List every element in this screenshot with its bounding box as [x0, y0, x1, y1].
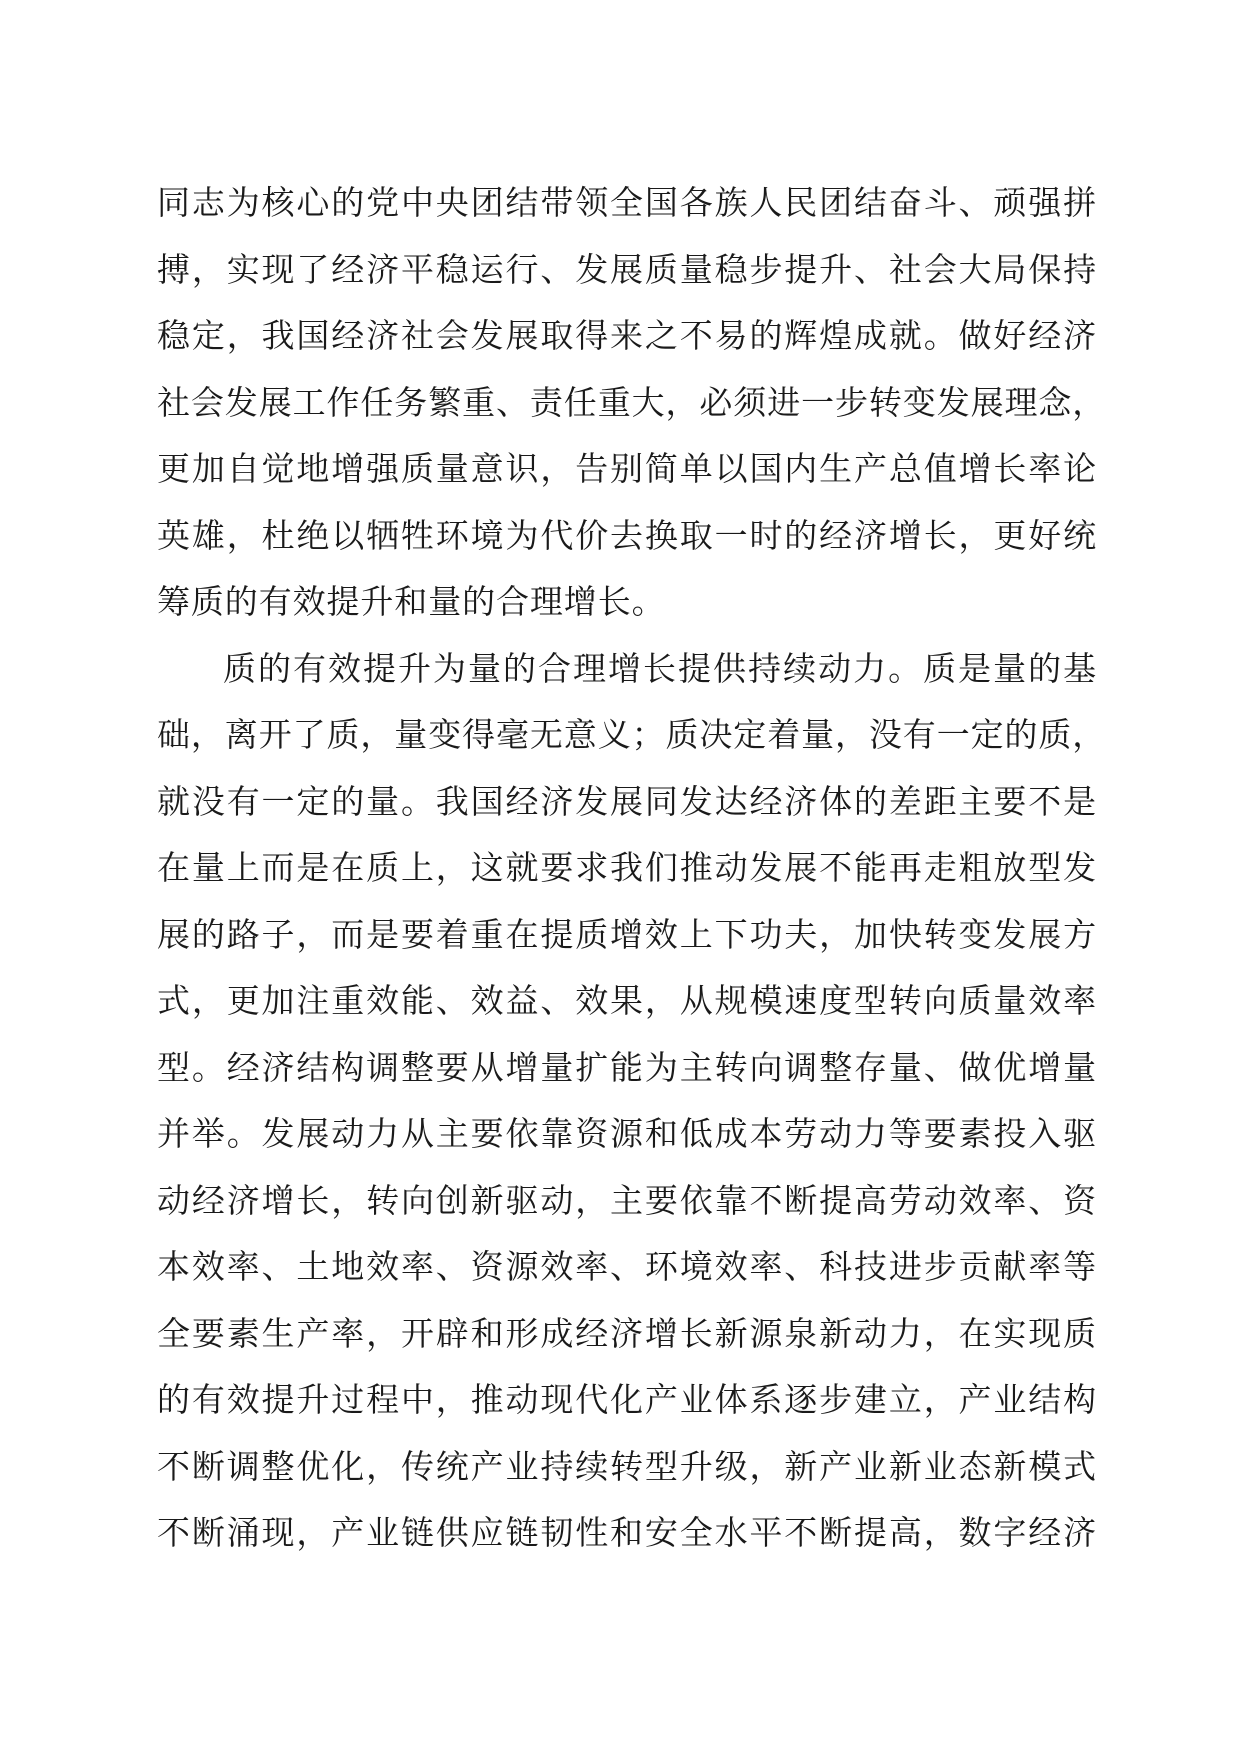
paragraph-2-line-9: 动经济增长，转向创新驱动，主要依靠不断提高劳动效率、资 — [157, 1180, 1097, 1220]
paragraph-1-line-5: 更加自觉地增强质量意识，告别简单以国内生产总值增长率论 — [157, 449, 1097, 488]
paragraph-2-line-4: 在量上而是在质上，这就要求我们推动发展不能再走粗放型发 — [157, 848, 1097, 887]
paragraph-1-line-2: 搏，实现了经济平稳运行、发展质量稳步提升、社会大局保持 — [157, 249, 1097, 289]
paragraph-1-line-7: 筹质的有效提升和量的合理增长。 — [157, 582, 666, 621]
paragraph-2-line-2: 础，离开了质，量变得毫无意义；质决定着量，没有一定的质， — [157, 715, 1107, 754]
paragraph-2-line-8: 并举。发展动力从主要依靠资源和低成本劳动力等要素投入驱 — [157, 1114, 1097, 1153]
paragraph-2-line-12: 的有效提升过程中，推动现代化产业体系逐步建立，产业结构 — [157, 1380, 1097, 1419]
paragraph-2-line-13: 不断调整优化，传统产业持续转型升级，新产业新业态新模式 — [157, 1446, 1097, 1486]
paragraph-2-line-5: 展的路子，而是要着重在提质增效上下功夫，加快转变发展方 — [157, 914, 1097, 954]
paragraph-1-line-3: 稳定，我国经济社会发展取得来之不易的辉煌成就。做好经济 — [157, 316, 1097, 355]
paragraph-2-line-14: 不断涌现，产业链供应链韧性和安全水平不断提高，数字经济 — [157, 1513, 1097, 1552]
paragraph-1-line-4: 社会发展工作任务繁重、责任重大，必须进一步转变发展理念， — [157, 382, 1107, 422]
paragraph-2-line-6: 式，更加注重效能、效益、效果，从规模速度型转向质量效率 — [157, 981, 1097, 1020]
paragraph-2-line-1: 质的有效提升为量的合理增长提供持续动力。质是量的基 — [223, 648, 1097, 688]
paragraph-2-line-7: 型。经济结构调整要从增量扩能为主转向调整存量、做优增量 — [157, 1047, 1097, 1087]
paragraph-2-line-11: 全要素生产率，开辟和形成经济增长新源泉新动力，在实现质 — [157, 1313, 1097, 1353]
paragraph-2-line-3: 就没有一定的量。我国经济发展同发达经济体的差距主要不是 — [157, 781, 1097, 821]
paragraph-1-line-6: 英雄，杜绝以牺牲环境为代价去换取一时的经济增长，更好统 — [157, 515, 1097, 555]
paragraph-2-line-10: 本效率、土地效率、资源效率、环境效率、科技进步贡献率等 — [157, 1247, 1097, 1286]
paragraph-1-line-1: 同志为核心的党中央团结带领全国各族人民团结奋斗、顽强拼 — [157, 183, 1097, 222]
document-body — [157, 183, 1107, 1582]
